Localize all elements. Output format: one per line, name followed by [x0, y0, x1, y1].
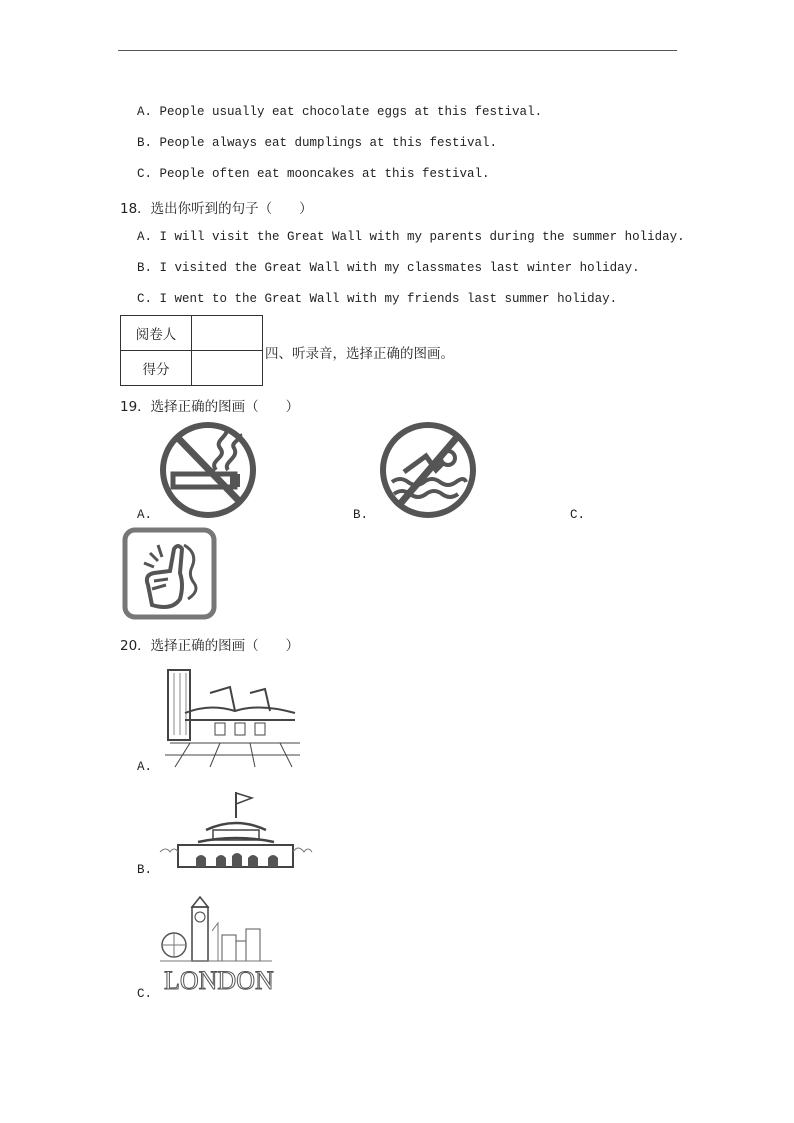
- quiet-please-icon[interactable]: [122, 527, 217, 620]
- stadium-sketch[interactable]: [160, 665, 300, 770]
- q20-label-c[interactable]: C.: [137, 987, 153, 1001]
- q19-label-a[interactable]: A.: [137, 508, 153, 522]
- header-rule: [118, 50, 677, 51]
- score-cell: [192, 351, 263, 386]
- score-table: [120, 315, 263, 386]
- q19-question: 19．选择正确的图画（ ）: [120, 399, 300, 415]
- no-smoking-icon[interactable]: [158, 420, 258, 520]
- q17-option-a[interactable]: A. People usually eat chocolate eggs at this festival.: [137, 105, 543, 119]
- q19-label-b[interactable]: B.: [353, 508, 369, 522]
- no-swimming-icon[interactable]: [378, 420, 478, 520]
- q20-label-b[interactable]: B.: [137, 863, 153, 877]
- q18-option-a[interactable]: A. I will visit the Great Wall with my parents during the summer holiday.: [137, 230, 685, 244]
- q18-option-c[interactable]: C. I went to the Great Wall with my friends last summer holiday.: [137, 292, 618, 306]
- london-lettering: LONDON: [164, 966, 274, 995]
- q17-option-b[interactable]: B. People always eat dumplings at this festival.: [137, 136, 498, 150]
- q19-label-c[interactable]: C.: [570, 508, 586, 522]
- q18-option-b[interactable]: B. I visited the Great Wall with my classmates last winter holiday.: [137, 261, 640, 275]
- section-title: 四、听录音，选择正确的图画。: [265, 346, 454, 362]
- tiananmen-sketch[interactable]: [158, 790, 313, 870]
- q17-option-c[interactable]: C. People often eat mooncakes at this festival.: [137, 167, 490, 181]
- grader-cell: [192, 316, 263, 351]
- q20-question: 20．选择正确的图画（ ）: [120, 638, 300, 654]
- q20-label-a[interactable]: A.: [137, 760, 153, 774]
- q18-question: 18．选出你听到的句子（ ）: [120, 201, 313, 217]
- score-label: 得分: [121, 351, 192, 386]
- london-sketch[interactable]: [160, 895, 275, 995]
- grader-label: 阅卷人: [121, 316, 192, 351]
